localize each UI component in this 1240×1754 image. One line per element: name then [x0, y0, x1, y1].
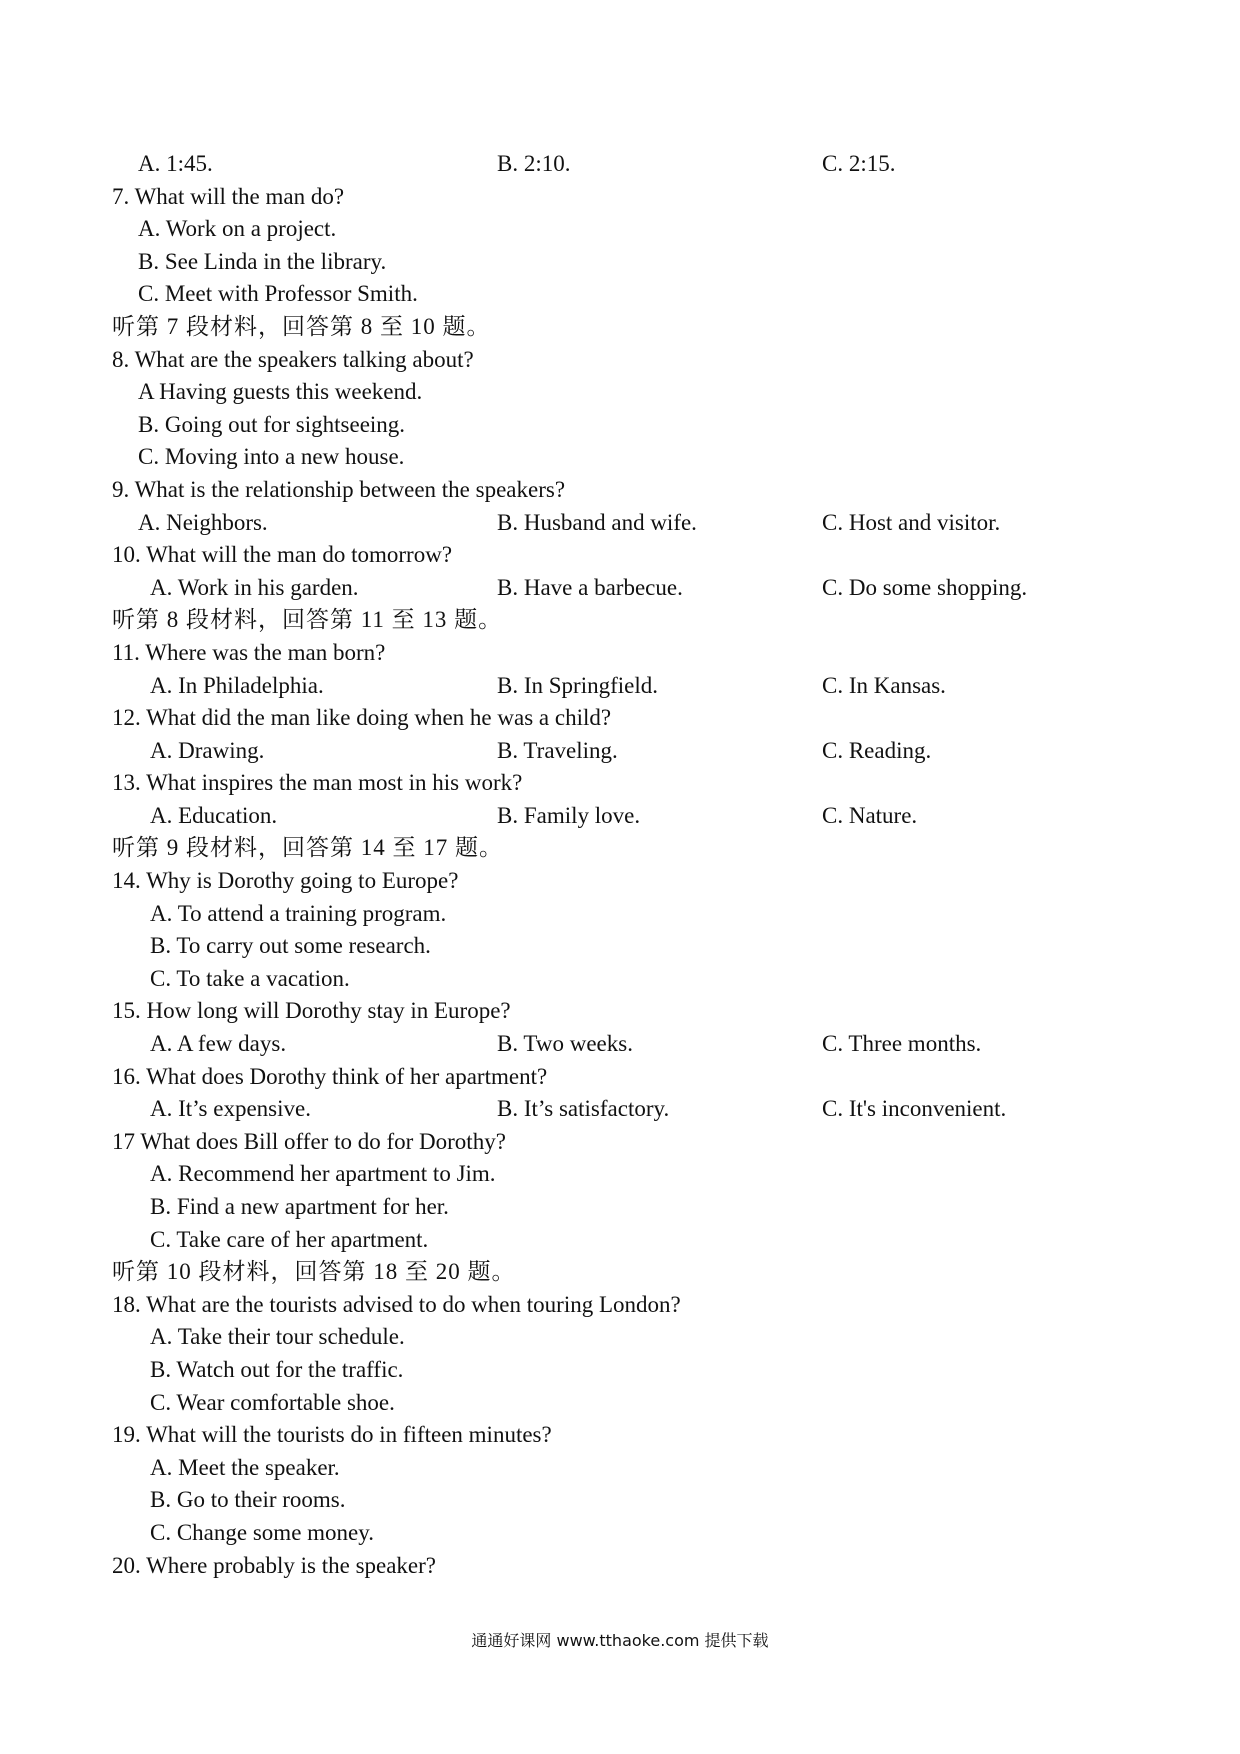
option-b: B. Two weeks.	[497, 1031, 633, 1057]
option-c: C. In Kansas.	[822, 672, 946, 698]
section-heading-7: 听第 7 段材料，回答第 8 至 10 题。	[112, 313, 491, 339]
option-b: B. To carry out some research.	[150, 933, 431, 959]
option-a: A. Work in his garden.	[150, 574, 359, 600]
listening-questions	[112, 148, 1152, 1582]
option-row	[112, 735, 1152, 768]
option-c: C. 2:15.	[822, 151, 896, 176]
option-b: B. 2:10.	[497, 151, 571, 176]
option-b: B. In Springfield.	[497, 672, 658, 698]
option-a: A. A few days.	[150, 1031, 287, 1057]
option-b: B. Watch out for the traffic.	[150, 1356, 404, 1382]
option-c: C. Wear comfortable shoe.	[150, 1389, 395, 1415]
question-11: 11. Where was the man born?	[112, 639, 386, 665]
option-row	[112, 1028, 1152, 1061]
option-row	[112, 1093, 1152, 1126]
option-a: A Having guests this weekend.	[138, 379, 423, 405]
option-c: C. Three months.	[822, 1031, 982, 1057]
option-a: A. To attend a training program.	[150, 900, 447, 926]
option-c: C. Meet with Professor Smith.	[138, 281, 418, 307]
option-c: C. Change some money.	[150, 1519, 375, 1545]
option-row	[112, 507, 1152, 540]
section-heading-10: 听第 10 段材料，回答第 18 至 20 题。	[112, 1259, 516, 1285]
question-13: 13. What inspires the man most in his work?	[112, 770, 523, 796]
option-c: C. To take a vacation.	[150, 965, 350, 991]
option-b: B. Family love.	[497, 802, 641, 828]
option-b: B. It’s satisfactory.	[497, 1096, 670, 1122]
page-footer: 通通好课网 www.tthaoke.com 提供下载	[471, 1631, 769, 1650]
question-12: 12. What did the man like doing when he was a child?	[112, 705, 612, 731]
option-c: C. Take care of her apartment.	[150, 1226, 429, 1252]
option-b: B. Husband and wife.	[497, 509, 697, 535]
question-9: 9. What is the relationship between the speakers?	[112, 476, 566, 502]
section-heading-9: 听第 9 段材料，回答第 14 至 17 题。	[112, 835, 503, 861]
question-20: 20. Where probably is the speaker?	[112, 1552, 437, 1578]
option-row	[112, 670, 1152, 703]
option-c: C. Do some shopping.	[822, 574, 1028, 600]
option-c: C. Host and visitor.	[822, 509, 1001, 535]
question-15: 15. How long will Dorothy stay in Europe?	[112, 998, 511, 1024]
option-b: B. Traveling.	[497, 737, 618, 763]
option-a: A. Education.	[150, 802, 278, 828]
question-19: 19. What will the tourists do in fifteen minutes?	[112, 1422, 552, 1448]
option-c: C. Reading.	[822, 737, 932, 763]
option-c: C. Moving into a new house.	[138, 444, 405, 470]
question-18: 18. What are the tourists advised to do when touring London?	[112, 1291, 681, 1317]
option-a: A. 1:45.	[138, 151, 213, 176]
option-a: A. Work on a project.	[138, 216, 337, 242]
question-16: 16. What does Dorothy think of her apartment?	[112, 1063, 548, 1089]
option-c: C. Nature.	[822, 802, 918, 828]
question-17: 17 What does Bill offer to do for Dorothy?	[112, 1128, 506, 1154]
option-a: A. Neighbors.	[138, 509, 268, 535]
section-heading-8: 听第 8 段材料，回答第 11 至 13 题。	[112, 607, 503, 633]
option-row	[112, 572, 1152, 605]
question-10: 10. What will the man do tomorrow?	[112, 542, 453, 568]
option-a: A. Recommend her apartment to Jim.	[150, 1161, 496, 1187]
option-a: A. Drawing.	[150, 737, 265, 763]
option-b: B. Have a barbecue.	[497, 574, 683, 600]
option-b: B. Going out for sightseeing.	[138, 411, 406, 437]
question-8: 8. What are the speakers talking about?	[112, 346, 474, 372]
option-row	[112, 800, 1152, 833]
question-7: 7. What will the man do?	[112, 183, 345, 209]
option-a: A. Take their tour schedule.	[150, 1324, 405, 1350]
option-b: B. Go to their rooms.	[150, 1487, 346, 1513]
option-row	[112, 148, 1152, 181]
option-c: C. It's inconvenient.	[822, 1096, 1007, 1122]
question-14: 14. Why is Dorothy going to Europe?	[112, 868, 459, 894]
option-a: A. In Philadelphia.	[150, 672, 324, 698]
option-a: A. Meet the speaker.	[150, 1454, 340, 1480]
option-a: A. It’s expensive.	[150, 1096, 311, 1122]
option-b: B. Find a new apartment for her.	[150, 1194, 449, 1219]
option-b: B. See Linda in the library.	[138, 248, 387, 274]
